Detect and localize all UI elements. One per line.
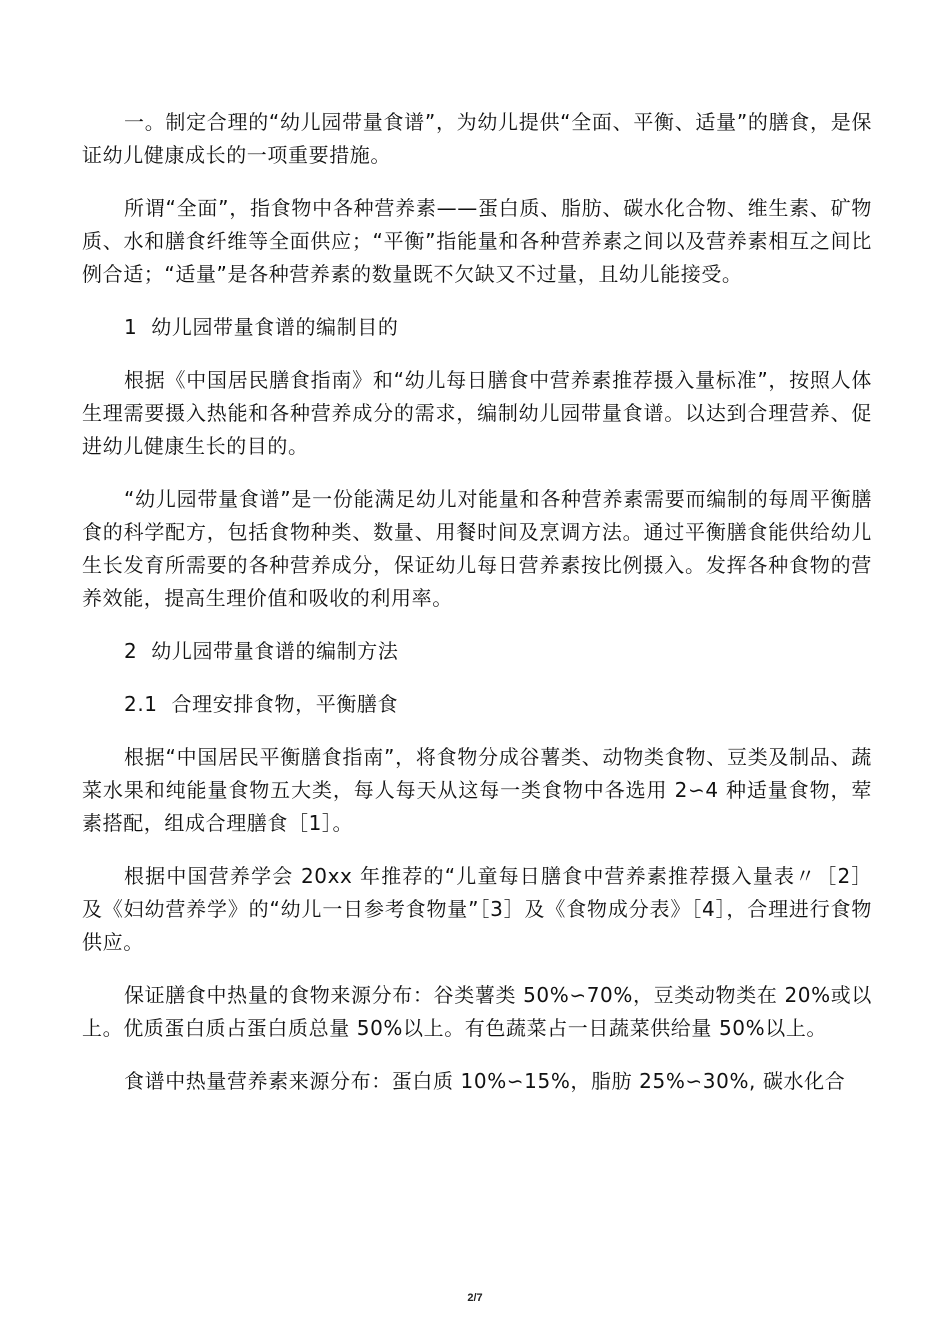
paragraph-references: 根据中国营养学会 20xx 年推荐的“儿童每日膳食中营养素推荐摄入量表〃［2］及《妇幼营养学》的“幼儿一日参考食物量”［3］及《食物成分表》［4］，合理进行食物供应。: [82, 864, 872, 954]
paragraph-definition: 所谓“全面”，指食物中各种营养素——蛋白质、脂肪、碳水化合物、维生素、矿物质、水和膳食纤维等全面供应；“平衡”指能量和各种营养素之间以及营养素相互之间比例合适；“适量”是各种营养素的数量既不欠缺又不过量，且幼儿能接受。: [82, 196, 872, 286]
subsection-heading-2-1: 2.1 合理安排食物，平衡膳食: [124, 692, 399, 716]
paragraph-intro: 一。制定合理的“幼儿园带量食谱”，为幼儿提供“全面、平衡、适量”的膳食，是保证幼儿健康成长的一项重要措施。: [82, 110, 872, 167]
section-heading-2: 2 幼儿园带量食谱的编制方法: [124, 639, 399, 663]
document-body: [82, 106, 872, 1118]
section-heading-1: 1 幼儿园带量食谱的编制目的: [124, 315, 399, 339]
paragraph-energy-sources: 保证膳食中热量的食物来源分布：谷类薯类 50%∽70%，豆类动物类在 20%或以上。优质蛋白质占蛋白质总量 50%以上。有色蔬菜占一日蔬菜供给量 50%以上。: [82, 983, 872, 1040]
paragraph-recipe-definition: “幼儿园带量食谱”是一份能满足幼儿对能量和各种营养素需要而编制的每周平衡膳食的科学配方，包括食物种类、数量、用餐时间及烹调方法。通过平衡膳食能供给幼儿生长发育所需要的各种营养成分，保证幼儿每日营养素按比例摄入。发挥各种食物的营养效能，提高生理价值和吸收的利用率。: [82, 487, 872, 610]
paragraph-nutrient-distribution: 食谱中热量营养素来源分布：蛋白质 10%∽15%，脂肪 25%∽30%, 碳水化合: [124, 1069, 846, 1093]
page-number: 2/7: [467, 1292, 483, 1304]
paragraph-purpose: 根据《中国居民膳食指南》和“幼儿每日膳食中营养素推荐摄入量标准”，按照人体生理需要摄入热能和各种营养成分的需求，编制幼儿园带量食谱。以达到合理营养、促进幼儿健康生长的目的。: [82, 368, 872, 458]
paragraph-food-groups: 根据“中国居民平衡膳食指南”，将食物分成谷薯类、动物类食物、豆类及制品、蔬菜水果和纯能量食物五大类，每人每天从这每一类食物中各选用 2∽4 种适量食物，荤素搭配，组成合理膳食［1］。: [82, 745, 872, 835]
